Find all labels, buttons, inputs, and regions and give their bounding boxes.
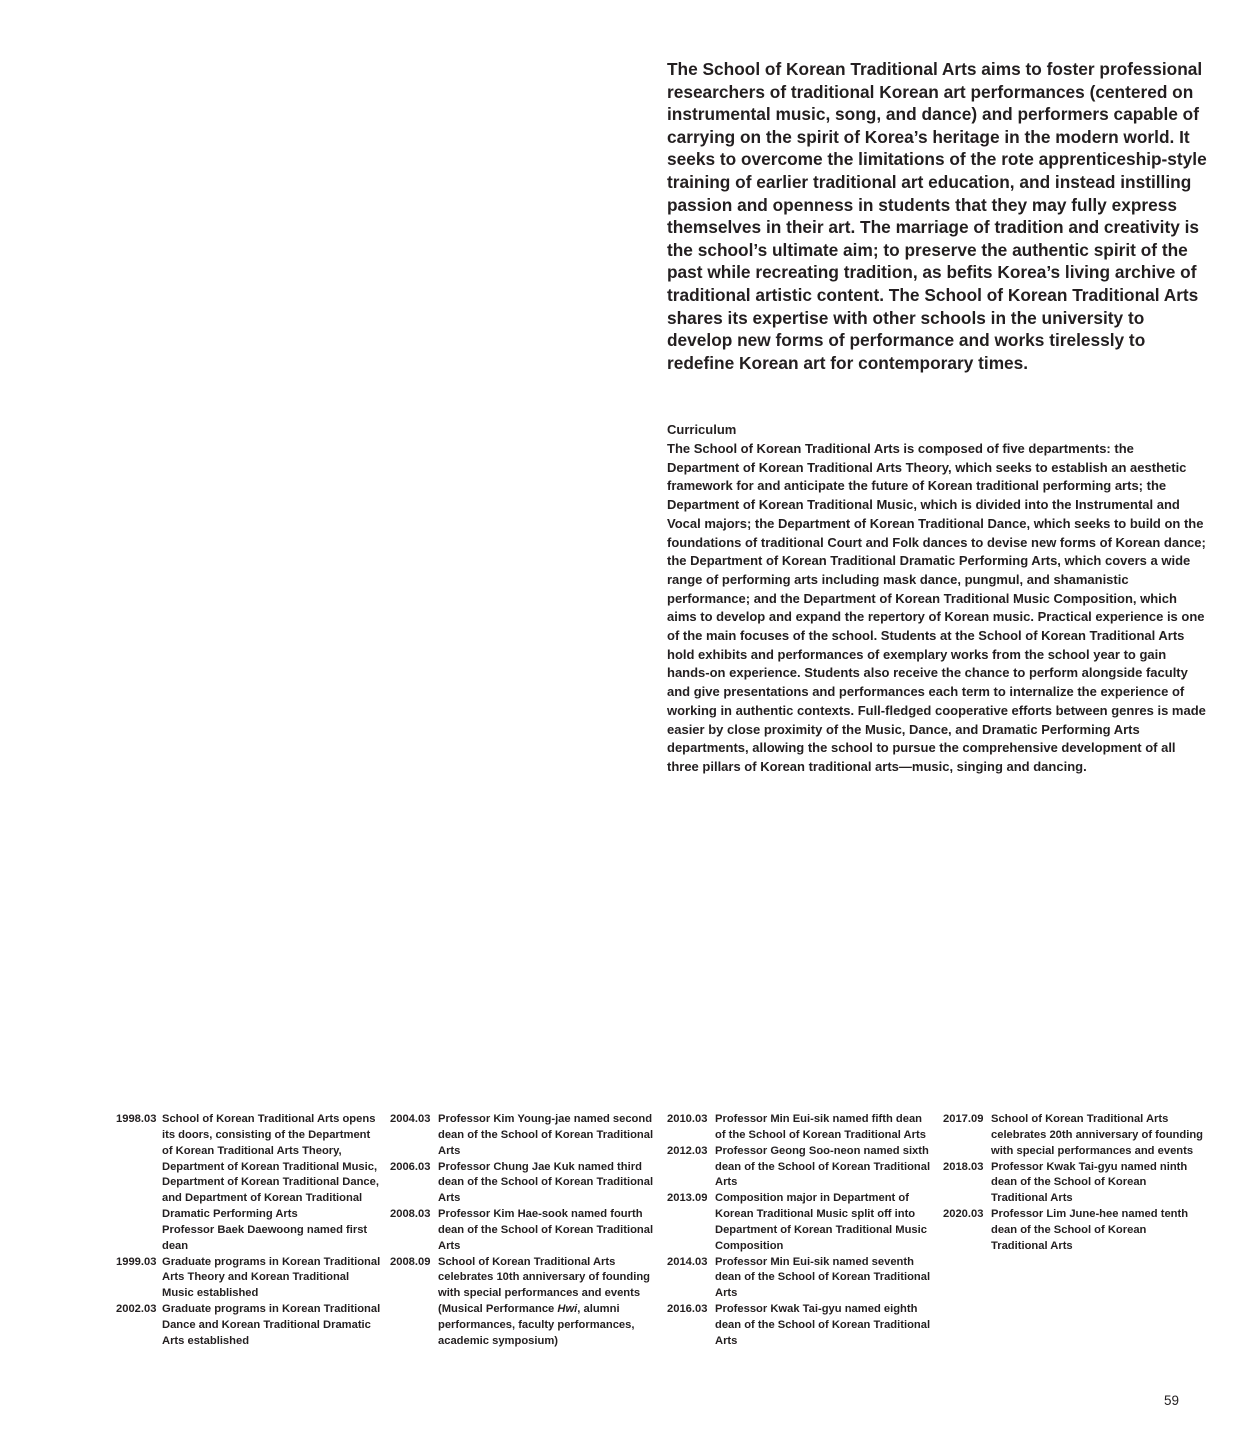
timeline-date: 2013.09 bbox=[667, 1192, 708, 1205]
timeline-entry bbox=[943, 1207, 1203, 1255]
timeline-date: 2020.03 bbox=[943, 1208, 984, 1221]
timeline-entry bbox=[943, 1112, 1203, 1160]
timeline-text: Professor Kim Hae-sook named fourth dean of the School of Korean Traditional Arts bbox=[438, 1208, 654, 1252]
timeline-entry bbox=[390, 1207, 658, 1255]
timeline-entry bbox=[390, 1160, 658, 1208]
timeline-text: Composition major in Department of Korean Traditional Music split off into Department of Korean Traditional Music Composition bbox=[715, 1192, 927, 1252]
timeline-text: Professor Chung Jae Kuk named third dean of the School of Korean Traditional Arts bbox=[438, 1160, 654, 1205]
timeline-text: Professor Min Eui-sik named seventh dean of the School of Korean Traditional Arts bbox=[715, 1255, 931, 1300]
timeline-date: 2012.03 bbox=[667, 1144, 708, 1157]
timeline-date: 2014.03 bbox=[667, 1255, 708, 1268]
intro-paragraph: The School of Korean Traditional Arts aims to foster professional researchers of traditional Korean art performances (centered on instrumental music, song, and dance) and performers capable of carrying on the spirit of Korea’s heritage in the modern world. It seeks to overcome the limitations of the rote apprenticeship-style training of earlier traditional art education, and instead instilling passion and openness in students that they may fully express themselves in their art. The marriage of tradition and creativity is the school’s ultimate aim; to preserve the authentic spirit of the past while recreating tradition, as befits Korea’s living archive of traditional artistic content. The School of Korean Traditional Arts shares its expertise with other schools in the university to develop new forms of performance and works tirelessly to redefine Korean art for contemporary times. bbox=[667, 59, 1207, 373]
timeline-entry bbox=[667, 1191, 935, 1254]
timeline-entry bbox=[667, 1302, 935, 1350]
timeline-date: 1998.03 bbox=[116, 1113, 157, 1125]
timeline-column-1 bbox=[116, 1112, 382, 1350]
timeline-entry bbox=[390, 1255, 658, 1350]
timeline-entry bbox=[667, 1144, 935, 1192]
timeline-date: 2010.03 bbox=[667, 1113, 708, 1125]
timeline-text: Graduate programs in Korean Traditional Dance and Korean Traditional Dramatic Arts established bbox=[162, 1303, 381, 1347]
timeline-column-3 bbox=[667, 1112, 935, 1350]
timeline-column-2 bbox=[390, 1112, 658, 1350]
timeline-text: Professor Kwak Tai-gyu named eighth dean of the School of Korean Traditional Arts bbox=[715, 1303, 931, 1347]
timeline-entry bbox=[116, 1112, 382, 1255]
timeline-date: 2017.09 bbox=[943, 1113, 984, 1125]
timeline-entry bbox=[943, 1160, 1203, 1208]
timeline-date: 2018.03 bbox=[943, 1160, 984, 1173]
page-number: 59 bbox=[1164, 1393, 1180, 1408]
timeline-text: Professor Geong Soo-neon named sixth dean of the School of Korean Traditional Arts bbox=[715, 1144, 931, 1189]
performance-title: Hwi bbox=[557, 1303, 578, 1316]
timeline-date: 2002.03 bbox=[116, 1303, 157, 1316]
timeline-text-line: Professor Baek Daewoong named first dean bbox=[162, 1223, 368, 1252]
timeline-entry bbox=[667, 1255, 935, 1303]
curriculum-heading: Curriculum bbox=[667, 422, 737, 437]
timeline-column-4 bbox=[943, 1112, 1203, 1255]
timeline-text: Professor Kwak Tai-gyu named ninth dean of the School of Korean Traditional Arts bbox=[991, 1160, 1188, 1205]
timeline-entry bbox=[667, 1112, 935, 1144]
timeline-date: 2004.03 bbox=[390, 1113, 431, 1125]
timeline-entry bbox=[116, 1302, 382, 1350]
timeline-date: 2006.03 bbox=[390, 1160, 431, 1173]
timeline-date: 2016.03 bbox=[667, 1303, 708, 1316]
timeline-text: Professor Lim June-hee named tenth dean of the School of Korean Traditional Arts bbox=[991, 1208, 1189, 1252]
timeline-date: 2008.03 bbox=[390, 1208, 431, 1221]
timeline-text: Graduate programs in Korean Traditional Arts Theory and Korean Traditional Music established bbox=[162, 1255, 381, 1300]
timeline-text: Professor Min Eui-sik named fifth dean of the School of Korean Traditional Arts bbox=[715, 1113, 926, 1141]
timeline-text: School of Korean Traditional Arts celebrates 20th anniversary of founding with special performances and events bbox=[991, 1113, 1203, 1157]
timeline-text bbox=[438, 1255, 658, 1350]
timeline-date: 1999.03 bbox=[116, 1255, 157, 1268]
timeline-text bbox=[162, 1112, 382, 1255]
timeline-text-line: School of Korean Traditional Arts opens its doors, consisting of the Department of Korean Traditional Arts Theory, Department of Korean Traditional Music, Department of Korean Traditional Dance, and Department of Korean Traditional Dramatic Performing Arts bbox=[162, 1113, 379, 1221]
timeline-entry bbox=[390, 1112, 658, 1160]
timeline-text-part: School of Korean Traditional Arts celebrates 10th anniversary of founding with special performances and events (Musical Performance bbox=[438, 1255, 650, 1316]
timeline-text-part: , alumni performances, faculty performances, academic symposium) bbox=[438, 1303, 635, 1347]
timeline-text: Professor Kim Young-jae named second dean of the School of Korean Traditional Arts bbox=[438, 1113, 654, 1157]
curriculum-body: The School of Korean Traditional Arts is composed of five departments: the Department of Korean Traditional Arts Theory, which seeks to establish an aesthetic framework for and anticipate the future of Korean traditional performing arts; the Department of Korean Traditional Music, which is divided into the Instrumental and Vocal majors; the Department of Korean Traditional Dance, which seeks to build on the foundations of traditional Court and Folk dances to devise new forms of Korean dance; the Department of Korean Traditional Dramatic Performing Arts, which covers a wide range of performing arts including mask dance, pungmul, and shamanistic performance; and the Department of Korean Traditional Music Composition, which aims to develop and expand the repertory of Korean music. Practical experience is one of the main focuses of the school. Students at the School of Korean Traditional Arts hold exhibits and performances of exemplary works from the school year to gain hands-on experience. Students also receive the chance to perform alongside faculty and give presentations and performances each term to internalize the experience of working in authentic contexts. Full-fledged cooperative efforts between genres is made easier by close proximity of the Music, Dance, and Dramatic Performing Arts departments, allowing the school to pursue the comprehensive development of all three pillars of Korean traditional arts—music, singing and dancing. bbox=[667, 441, 1206, 774]
timeline-date: 2008.09 bbox=[390, 1255, 431, 1268]
timeline-entry bbox=[116, 1255, 382, 1303]
